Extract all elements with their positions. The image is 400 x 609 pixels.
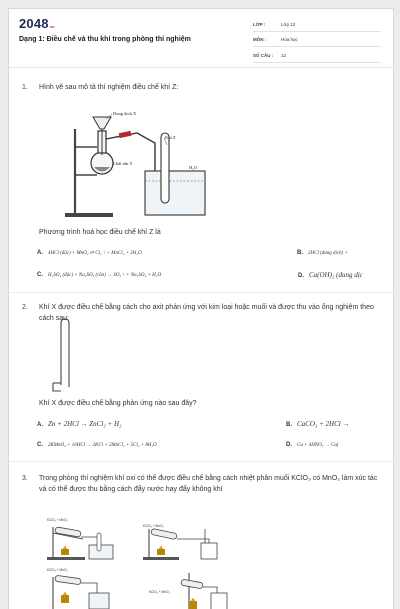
meta-row-subject [253, 34, 381, 48]
question-prompt: Phương trình hoá học điều chế khí Z là [39, 229, 161, 236]
option-text: 2KMnO₄ + 16HCl → 2KCl + 2MnCl₂ + 5Cl₂ + 8H₂O [48, 443, 157, 448]
option-text: H₂SO₄ (đặc) + Na₂SO₃ (rắn) → SO₂ ↑ + Na₂SO₄ + H₂O [48, 273, 162, 278]
oxygen-setup-figure-4 [145, 571, 235, 609]
option-label: B. [297, 250, 303, 256]
question-prompt: Khí X được điều chế bằng phản ứng nào sau đây? [39, 400, 197, 407]
meta-value: 12 [281, 52, 287, 58]
option-label: C. [37, 272, 43, 278]
option-label: A. [37, 422, 43, 428]
figure-label: KClO₃ + MnO₂ [143, 524, 164, 528]
question-text: Trong phòng thí nghiệm khí oxi có thể được điều chế bằng cách nhiệt phân muối KClO₃ có MnO₂ làm xúc tác và có thể được thu bằng cách đẩy nước hay đẩy không khí [39, 475, 378, 493]
figure-label: KClO₃ + MnO₂ [47, 568, 68, 572]
option-d[interactable] [298, 271, 363, 279]
option-text: 2HCl (dung dịch) + [308, 251, 348, 256]
logo-suffix: vn [49, 24, 55, 29]
option-d[interactable] [286, 442, 339, 448]
meta-table [253, 18, 381, 65]
label-solid-y: Chất rắn Y [113, 161, 133, 166]
question-divider [9, 461, 393, 462]
question-text: Hình vẽ sau mô tả thí nghiệm điều chế khí Z: [39, 84, 179, 91]
meta-value: Hóa học [281, 37, 298, 43]
option-label: D. [298, 273, 304, 279]
label-water: H₂O [189, 165, 198, 170]
option-label: C. [37, 442, 43, 448]
option-a[interactable] [37, 250, 142, 256]
oxygen-setup-figure-2 [139, 521, 229, 561]
option-text: 4HCl (đặc) + MnO₂ ⇌ Cl₂ ↑ + MnCl₂ + 2H₂O [48, 251, 142, 256]
question-divider [9, 292, 393, 293]
option-b[interactable] [286, 420, 349, 428]
option-label: B. [286, 422, 292, 428]
option-text: CaCO₃ + 2HCl → [297, 420, 350, 428]
option-text: Zn + 2HCl → ZnCl₂ + H₂ [48, 420, 122, 428]
option-label: A. [37, 250, 43, 256]
meta-value: Lớp 12 [281, 21, 296, 27]
option-label: D. [286, 442, 292, 448]
question-number: 1. [22, 84, 28, 91]
option-b[interactable] [297, 250, 348, 256]
meta-key: LỚP : [253, 21, 266, 27]
inverted-test-tube-figure [49, 317, 89, 397]
option-text: Cu + 4HNO₃ → Cu( [297, 443, 339, 448]
label-solution-x: Dung dịch X [113, 111, 137, 116]
site-logo[interactable] [19, 16, 55, 31]
question-text: Khí X được điều chế bằng cách cho axit phản ứng với kim loại hoặc muối và được thu vào ống nghiệm theo cách sau: [39, 304, 374, 322]
document-title: Dạng 1: Điều chế và thu khí trong phòng thí nghiệm [19, 36, 191, 43]
figure-label: KClO₃ + MnO₂ [149, 590, 170, 594]
meta-key: SỐ CÂU : [253, 52, 274, 58]
logo-text: 2048 [19, 16, 49, 31]
question-number: 3. [22, 475, 28, 482]
oxygen-setup-figure-3 [43, 565, 123, 609]
gas-collection-apparatus-figure [49, 101, 209, 221]
meta-row-count [253, 49, 381, 63]
option-text: Ca(OH)₂ (dung dịc [309, 271, 363, 279]
meta-key: MÔN : [253, 37, 267, 43]
label-gas-z: Khí Z [165, 135, 176, 140]
oxygen-setup-figure-1 [43, 515, 123, 561]
figure-label: KClO₃ + MnO₂ [47, 518, 68, 522]
header-divider [9, 67, 393, 68]
question-number: 2. [22, 304, 28, 311]
option-c[interactable] [37, 272, 161, 278]
option-a[interactable] [37, 420, 121, 428]
worksheet-page [8, 8, 394, 609]
meta-row-class [253, 18, 381, 32]
option-c[interactable] [37, 442, 157, 448]
